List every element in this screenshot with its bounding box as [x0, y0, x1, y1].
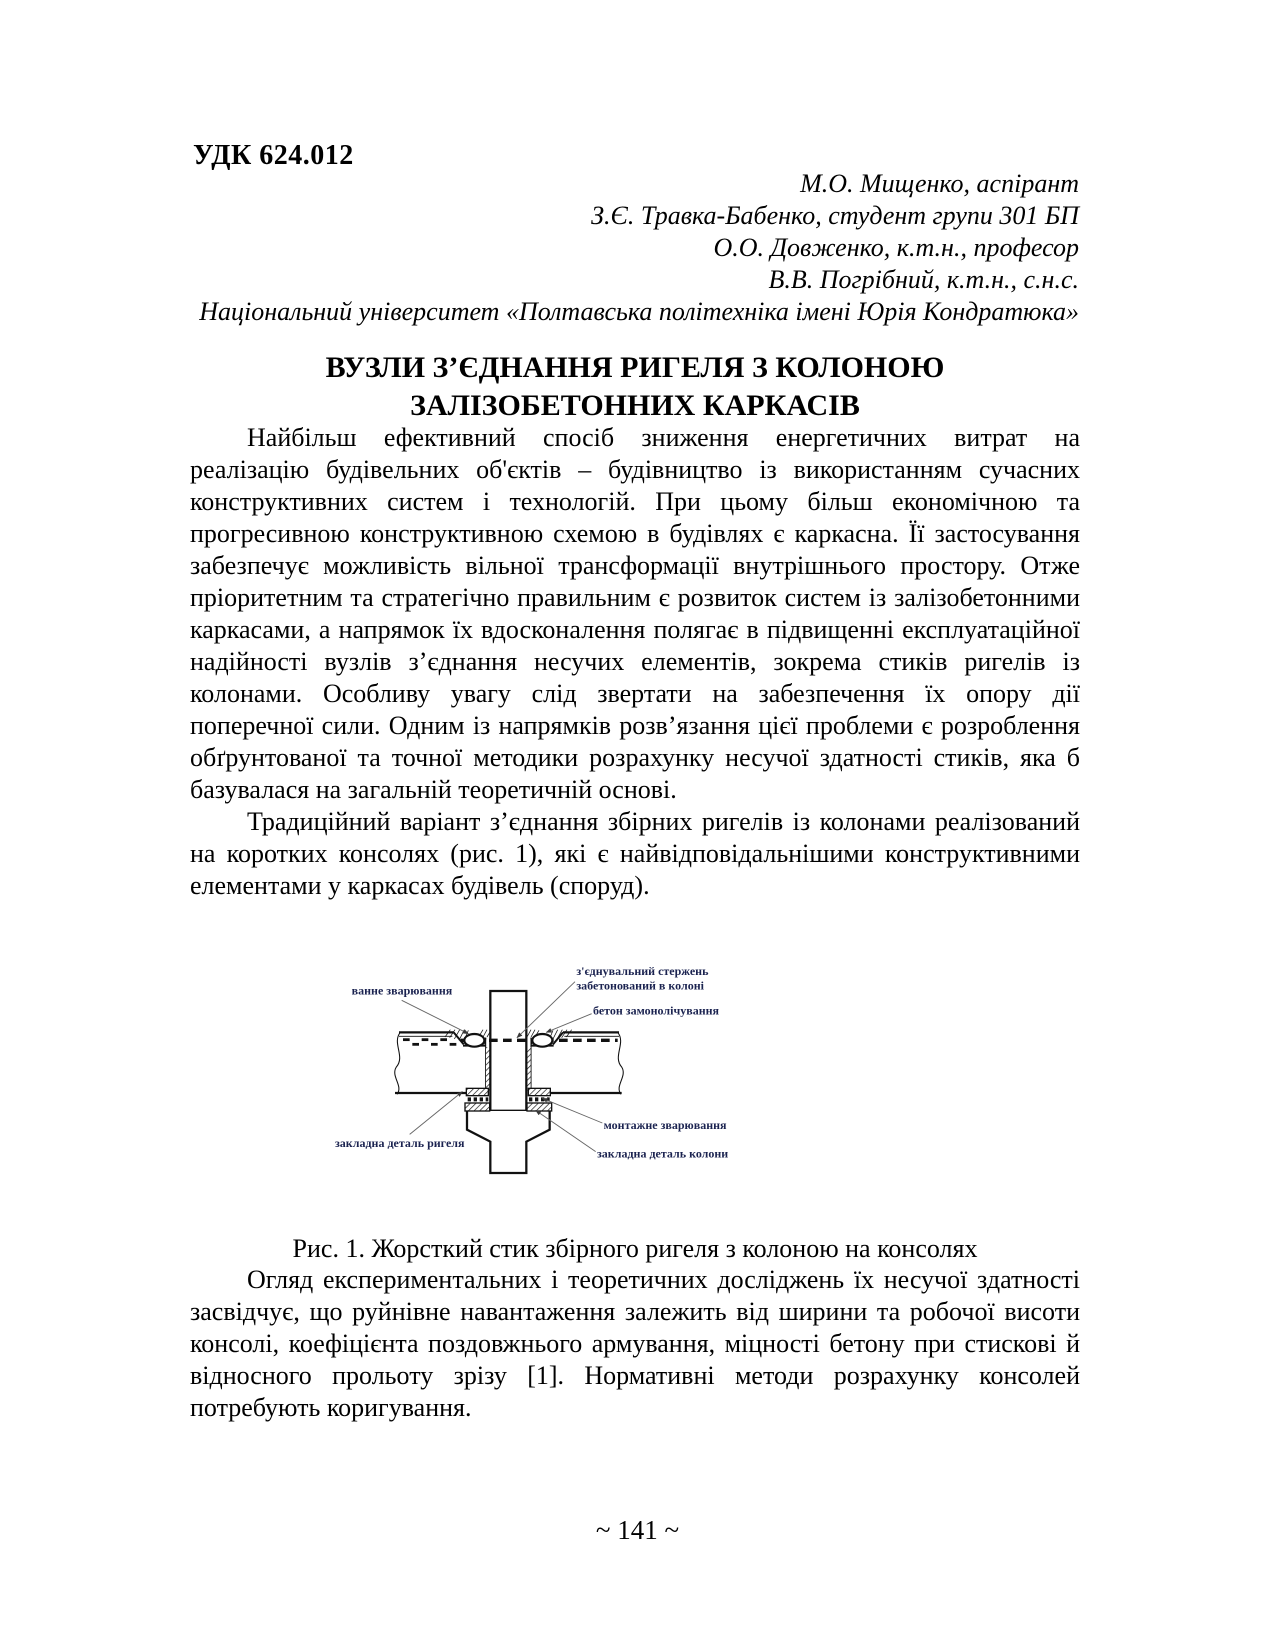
label-bath-weld: ванне зварювання — [351, 983, 453, 998]
authors-block — [193, 168, 1079, 328]
affiliation-line: Національний університет «Полтавська політехніка імені Юрія Кондратюка» — [199, 297, 1079, 326]
column — [490, 991, 526, 1110]
embedded-plates — [465, 1088, 552, 1111]
joint-gap-hatch — [486, 1047, 531, 1091]
author-line: З.Є. Травка-Бабенко, студент групи 301 БП — [591, 201, 1079, 230]
joint-diagram — [325, 904, 975, 1234]
console-corbel — [467, 1110, 550, 1173]
author-line: В.В. Погрібний, к.т.н., с.н.с. — [768, 265, 1079, 294]
paragraph-1: Найбільш ефективний спосіб зниження енергетичних витрат на реалізацію будівельних об'єктів – будівництво із використанням сучасних конструктивних систем і технологій. При цьому більш економічною та прогресивною конструктивною схемою в будівлях є каркасна. Її застосування забезпечує можливість вільної трансформації внутрішнього простору. Отже пріоритетним та стратегічно правильним є розвиток систем із залізобетонними каркасами, а напрямок їх вдосконалення полягає в підвищенні експлуатаційної надійності вузлів з’єднання несучих елементів, зокрема стиків ригелів із колонами. Особливу увагу слід звертати на забезпечення їх опору дії поперечної сили. Одним із напрямків розв’язання цієї проблеми є розроблення обґрунтованої та точної методики розрахунку несучої здатності стиків, яка б базувалася на загальній теоретичній основі. — [190, 423, 1080, 804]
page-number: ~ 141 ~ — [595, 1515, 680, 1545]
label-infill-concrete: бетон замонолічування — [593, 1003, 720, 1018]
paragraph-2: Традиційний варіант з’єднання збірних ригелів із колонами реалізований на коротких консолях (рис. 1), які є найвідповідальнішими конструктивними елементами у каркасах будівель (споруд). — [190, 807, 1080, 900]
paragraph-3: Огляд експериментальних і теоретичних досліджень їх несучої здатності засвідчує, що руйнівне навантаження залежить від ширини та робочої висоти консолі, коефіцієнта поздовжнього армування, міцності бетону при стискові й відносного прольоту зрізу [1]. Нормативні методи розрахунку консолей потребують коригування. — [190, 1265, 1080, 1422]
author-line: М.О. Мищенко, аспірант — [800, 169, 1079, 198]
label-column-plate: закладна деталь колони — [597, 1146, 729, 1161]
label-beam-plate: закладна деталь ригеля — [335, 1136, 465, 1150]
figure-1 — [325, 904, 975, 1234]
udc-code: УДК 624.012 — [193, 140, 354, 171]
article-body — [190, 422, 1080, 1424]
leader-lines — [402, 982, 603, 1152]
article-title — [190, 349, 1080, 425]
label-connecting-rod-line1: з'єднувальний стержень — [576, 964, 709, 978]
label-connecting-rod-line2: забетонований в колоні — [576, 978, 704, 993]
author-line: О.О. Довженко, к.т.н., професор — [713, 233, 1079, 262]
label-site-weld: монтажне зварювання — [603, 1118, 727, 1132]
figure-caption: Рис. 1. Жорсткий стик збірного ригеля з колоною на консолях — [292, 1234, 978, 1263]
article-title-line2: ЗАЛІЗОБЕТОННИХ КАРКАСІВ — [410, 389, 860, 422]
article-title-line1: ВУЗЛИ З’ЄДНАННЯ РИГЕЛЯ З КОЛОНОЮ — [325, 351, 945, 384]
